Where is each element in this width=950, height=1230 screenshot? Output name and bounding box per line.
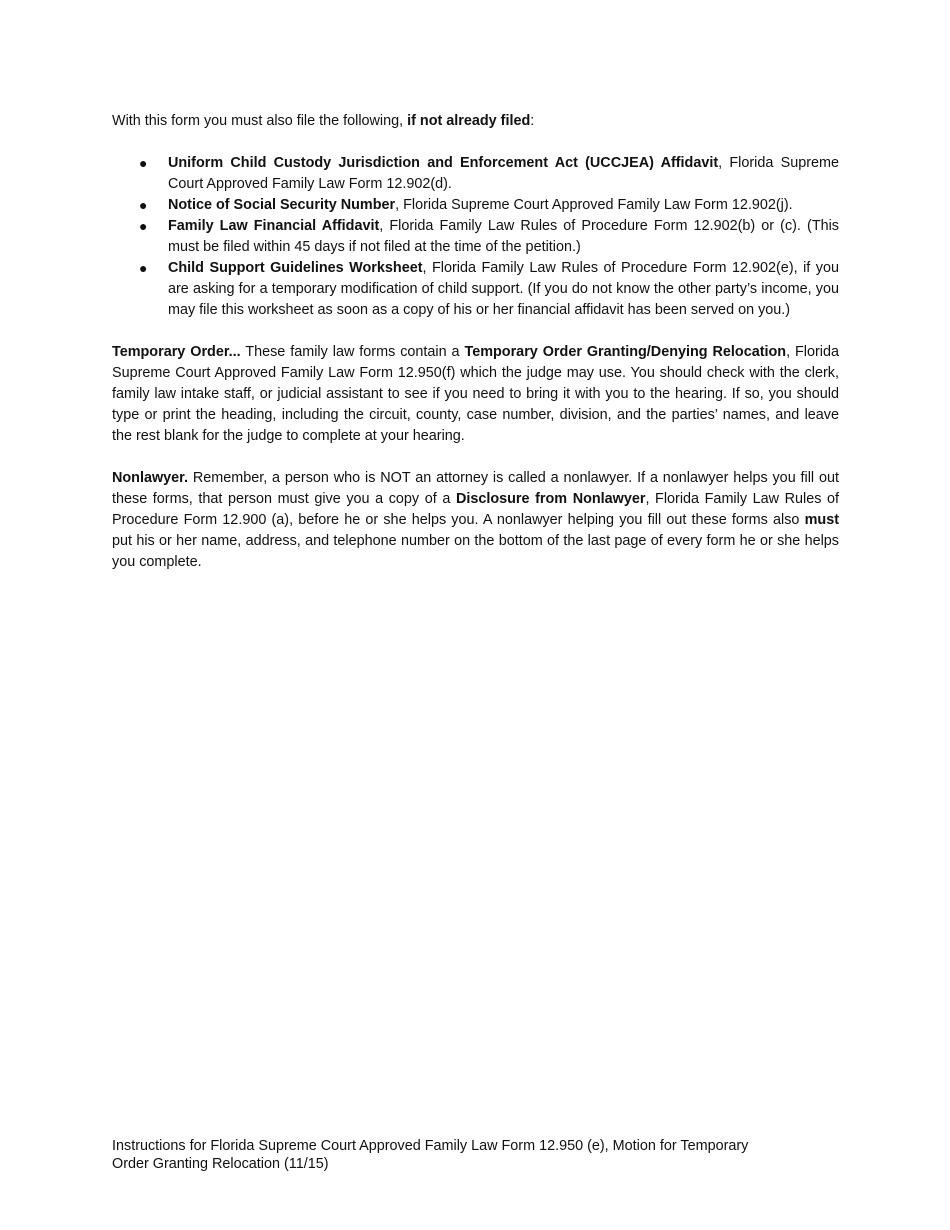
list-item — [112, 258, 839, 321]
document-page — [112, 111, 839, 594]
bullet-icon: ● — [139, 197, 148, 213]
nonlawyer-paragraph — [112, 468, 839, 573]
intro-end: : — [530, 113, 535, 129]
temporary-order-heading: Temporary Order... — [112, 344, 241, 360]
list-item-title: Child Support Guidelines Worksheet — [168, 260, 423, 276]
footer-line-2: Order Granting Relocation (11/15) — [112, 1156, 329, 1172]
list-item-text: , Florida Family Law Rules of Procedure Form 12.902(e), if you are asking for a temporary modification of child support. (If you do not know the other party’s income, you may file this worksheet as soon as a copy of his or her financial affidavit has been served on you.) — [168, 260, 839, 318]
temporary-order-text1: These family law forms contain a — [240, 344, 465, 360]
temporary-order-form-name: Temporary Order Granting/Denying Relocation — [464, 344, 787, 360]
list-item — [112, 153, 839, 195]
nonlawyer-heading: Nonlawyer. — [112, 470, 188, 486]
list-item-text: , Florida Supreme Court Approved Family Law Form 12.902(j). — [395, 197, 793, 213]
intro-paragraph — [112, 111, 839, 132]
temporary-order-paragraph — [112, 342, 839, 447]
list-item-title: Family Law Financial Affidavit — [168, 218, 380, 234]
list-item — [112, 216, 839, 258]
required-forms-list — [112, 153, 839, 321]
list-item-title: Uniform Child Custody Jurisdiction and Enforcement Act (UCCJEA) Affidavit — [168, 155, 719, 171]
intro-bold: if not already filed — [407, 113, 531, 129]
nonlawyer-must: must — [804, 512, 839, 528]
nonlawyer-text1: Remember, a person who is NOT an attorney is called a nonlawyer. If a nonlawyer helps you fill out these forms, that person must give you a copy of a — [112, 470, 839, 507]
list-item-text: , Florida Family Law Rules of Procedure Form 12.902(b) or (c). (This must be filed within 45 days if not filed at the time of the petition.) — [168, 218, 840, 255]
bullet-icon: ● — [139, 218, 148, 234]
list-item-text: , Florida Supreme Court Approved Family Law Form 12.902(d). — [168, 155, 840, 192]
page-footer — [112, 1137, 839, 1173]
list-item-title: Notice of Social Security Number — [168, 197, 396, 213]
bullet-icon: ● — [139, 260, 148, 276]
temporary-order-text2: , Florida Supreme Court Approved Family Law Form 12.950(f) which the judge may use. You should check with the clerk, family law intake staff, or judicial assistant to see if you need to bring it with you to the hearing. If so, you should type or print the heading, including the circuit, county, case number, division, and the parties’ names, and leave the rest blank for the judge to complete at your hearing. — [112, 344, 839, 444]
intro-text: With this form you must also file the following, — [112, 113, 408, 129]
nonlawyer-form-name: Disclosure from Nonlawyer — [455, 491, 646, 507]
bullet-icon: ● — [139, 155, 148, 171]
nonlawyer-text2: , Florida Family Law Rules of Procedure Form 12.900 (a), before he or she helps you. A nonlawyer helping you fill out these forms also — [112, 491, 839, 528]
footer-line-1: Instructions for Florida Supreme Court Approved Family Law Form 12.950 (e), Motion for Temporary — [112, 1138, 749, 1154]
list-item — [112, 195, 839, 216]
nonlawyer-text3: put his or her name, address, and telephone number on the bottom of the last page of every form he or she helps you complete. — [112, 533, 839, 570]
